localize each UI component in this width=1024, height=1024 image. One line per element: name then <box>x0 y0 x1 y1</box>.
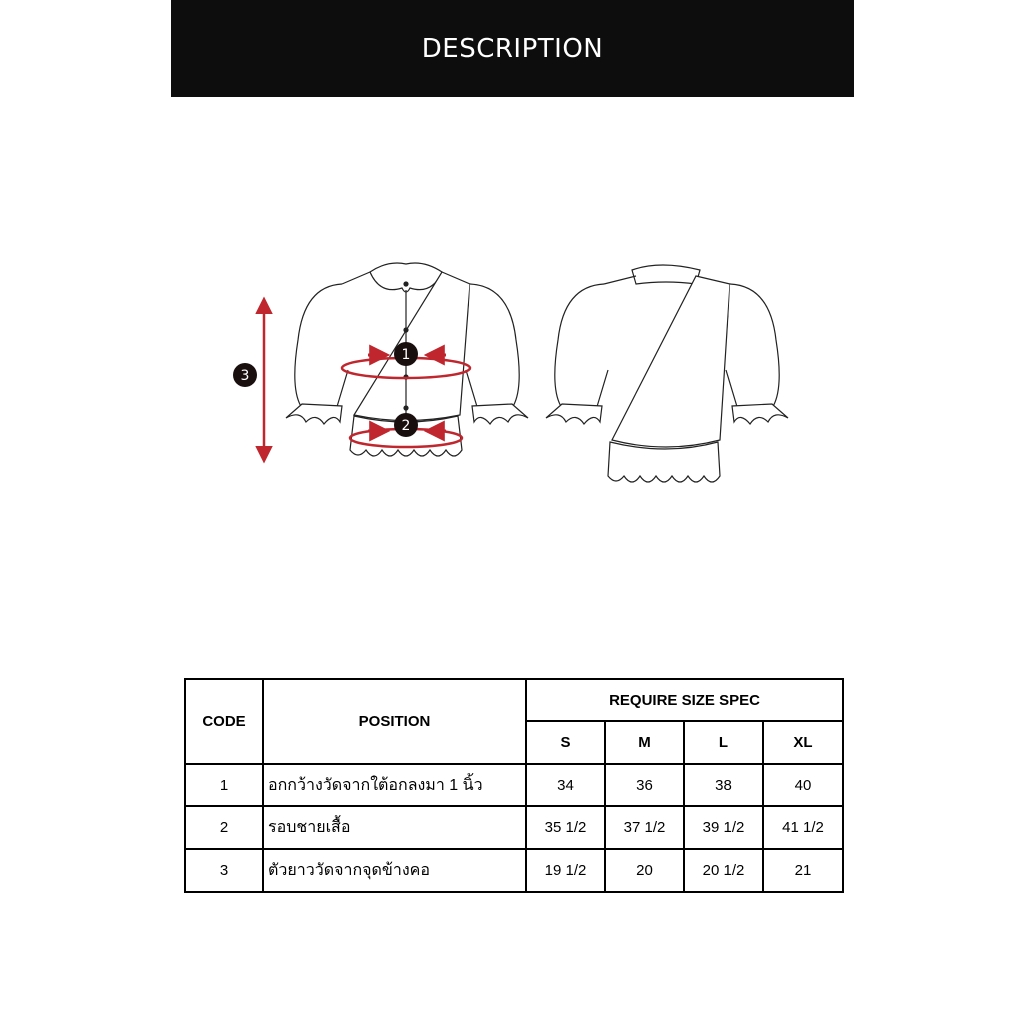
spec-header: REQUIRE SIZE SPEC <box>526 679 843 721</box>
row-value: 41 1/2 <box>763 806 843 849</box>
size-s-header: S <box>526 721 605 764</box>
marker-3 <box>233 363 257 387</box>
row-value: 36 <box>605 764 684 806</box>
row-value: 19 1/2 <box>526 849 605 892</box>
size-xl-header: XL <box>763 721 843 764</box>
row-position: อกกว้างวัดจากใต้อกลงมา 1 นิ้ว <box>263 764 526 806</box>
row-code: 1 <box>185 764 263 806</box>
row-position: ตัวยาววัดจากจุดข้างคอ <box>263 849 526 892</box>
table-row <box>185 764 843 806</box>
table-row <box>185 849 843 892</box>
row-code: 3 <box>185 849 263 892</box>
back-view <box>546 265 788 482</box>
size-l-header: L <box>684 721 763 764</box>
svg-text:2: 2 <box>401 418 411 434</box>
size-m-header: M <box>605 721 684 764</box>
row-value: 38 <box>684 764 763 806</box>
marker-2 <box>394 413 418 437</box>
row-value: 20 1/2 <box>684 849 763 892</box>
page-title: DESCRIPTION <box>421 33 604 64</box>
row-value: 35 1/2 <box>526 806 605 849</box>
row-value: 20 <box>605 849 684 892</box>
code-header: CODE <box>185 679 263 764</box>
row-value: 40 <box>763 764 843 806</box>
marker-1 <box>394 342 418 366</box>
table-row <box>185 806 843 849</box>
svg-text:1: 1 <box>401 347 411 363</box>
row-value: 21 <box>763 849 843 892</box>
size-spec-table <box>184 678 844 893</box>
position-header: POSITION <box>263 679 526 764</box>
header-banner <box>171 0 854 97</box>
garment-diagram <box>220 250 820 490</box>
svg-text:3: 3 <box>240 368 250 384</box>
row-value: 34 <box>526 764 605 806</box>
row-code: 2 <box>185 806 263 849</box>
row-position: รอบชายเสื้อ <box>263 806 526 849</box>
row-value: 37 1/2 <box>605 806 684 849</box>
row-value: 39 1/2 <box>684 806 763 849</box>
